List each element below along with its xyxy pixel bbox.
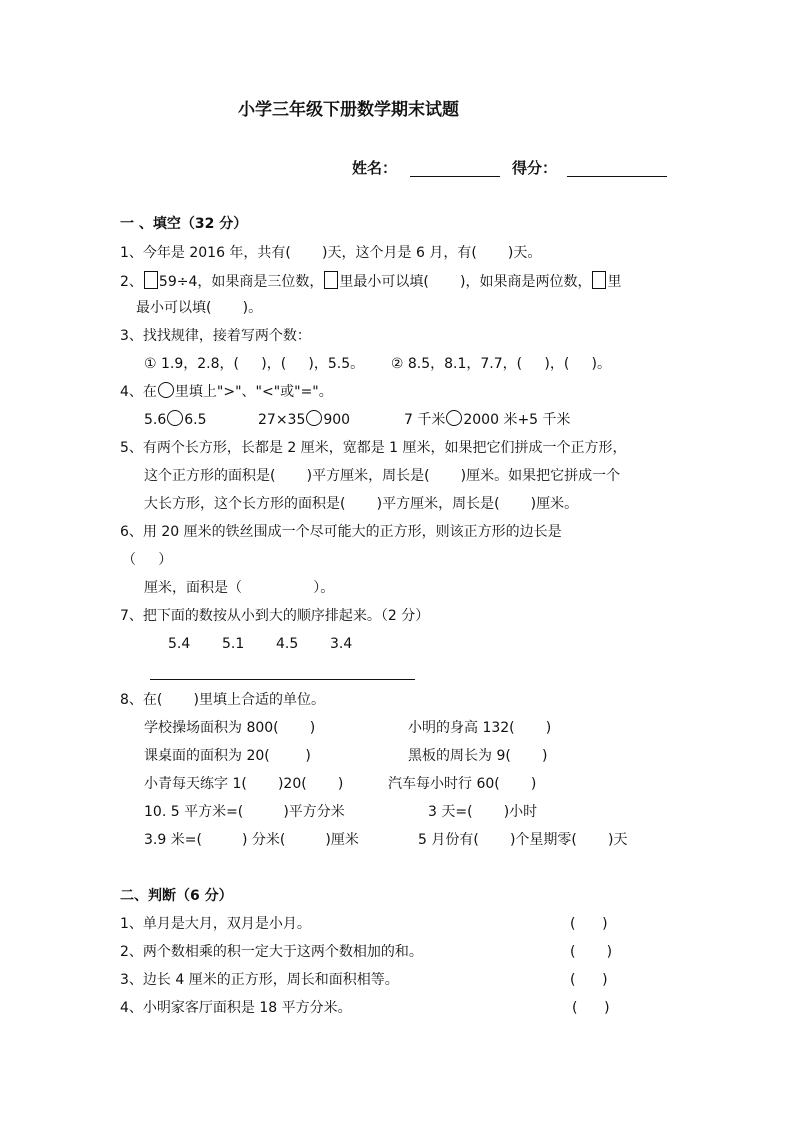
question-5-line1: 5、有两个长方形，长都是 2 厘米，宽都是 1 厘米，如果把它们拼成一个正方形，	[120, 440, 627, 456]
name-label: 姓名：	[352, 159, 398, 177]
judge-bracket[interactable]: ( )	[570, 944, 613, 960]
section2-heading: 二、判断（6 分）	[120, 888, 233, 904]
judge-bracket[interactable]: ( )	[572, 1000, 610, 1016]
q2-part1: 59÷4，如果商是三位数，	[158, 274, 324, 290]
q8-row-left: 小青每天练字 1( )20( )	[144, 776, 344, 792]
question-4	[120, 382, 333, 402]
blank-box[interactable]	[324, 271, 338, 289]
q7-number: 3.4	[330, 636, 353, 652]
q8-row-left: 课桌面的面积为 20( )	[144, 748, 311, 764]
judge-item: 3、边长 4 厘米的正方形，周长和面积相等。	[120, 972, 399, 988]
question-5-line3: 大长方形，这个长方形的面积是( )平方厘米，周长是( )厘米。	[144, 496, 579, 512]
circle-blank[interactable]	[167, 410, 183, 426]
question-2	[120, 271, 621, 292]
circle-blank[interactable]	[158, 382, 174, 398]
q4-item-3	[404, 410, 571, 430]
name-blank[interactable]	[410, 176, 500, 177]
q2-part3: 里	[607, 274, 622, 290]
q4-item-1	[144, 410, 207, 430]
question-3: 3、找找规律，接着写两个数：	[120, 328, 311, 344]
q8-row-left: 10. 5 平方米=( )平方分米	[144, 804, 345, 820]
q8-row-right: 5 月份有( )个星期零( )天	[418, 832, 628, 848]
blank-box[interactable]	[592, 271, 606, 289]
question-7: 7、把下面的数按从小到大的顺序排起来。（2 分）	[120, 608, 430, 624]
score-blank[interactable]	[567, 176, 667, 177]
question-6-line2: （ ）	[122, 552, 173, 568]
q8-row-right: 黑板的周长为 9( )	[408, 748, 548, 764]
page-title: 小学三年级下册数学期末试题	[238, 100, 459, 120]
q4-item-left: 7 千米	[404, 412, 446, 428]
q4-item-right: 6.5	[184, 412, 207, 428]
q7-number: 5.4	[168, 636, 191, 652]
q7-number: 5.1	[222, 636, 245, 652]
q4-item-left: 5.6	[144, 412, 167, 428]
judge-item: 2、两个数相乘的积一定大于这两个数相加的和。	[120, 944, 423, 960]
score-label: 得分：	[512, 159, 558, 177]
q4-item-right: 2000 米+5 千米	[463, 412, 571, 428]
q4-item-right: 900	[323, 412, 351, 428]
question-5-line2: 这个正方形的面积是( )平方厘米，周长是( )厘米。如果把它拼成一个	[144, 468, 621, 484]
q2-prefix: 2、	[120, 274, 143, 290]
question-6-line1: 6、用 20 厘米的铁丝围成一个尽可能大的正方形，则该正方形的边长是	[120, 524, 562, 540]
question-3-sequences: ① 1.9，2.8，( )，( )，5.5。 ② 8.5，8.1，7.7，( )，( )。	[144, 356, 611, 372]
q4-item-2	[258, 410, 350, 430]
q8-row-left: 学校操场面积为 800( )	[144, 720, 316, 736]
judge-bracket[interactable]: ( )	[570, 916, 608, 932]
q4-suffix: 里填上">"、"<"或"="。	[174, 384, 333, 400]
q8-row-left: 3.9 米=( ) 分米( )厘米	[144, 832, 359, 848]
q7-number: 4.5	[276, 636, 299, 652]
circle-blank[interactable]	[306, 410, 322, 426]
q8-row-right: 汽车每小时行 60( )	[388, 776, 537, 792]
judge-item: 4、小明家客厅面积是 18 平方分米。	[120, 1000, 352, 1016]
section1-heading: 一 、填空（32 分）	[120, 216, 248, 232]
q2-part2: 里最小可以填( )，如果商是两位数，	[339, 274, 592, 290]
question-8: 8、在( )里填上合适的单位。	[120, 692, 325, 708]
q4-prefix: 4、在	[120, 384, 157, 400]
q8-row-right: 小明的身高 132( )	[408, 720, 552, 736]
q8-row-right: 3 天=( )小时	[428, 804, 538, 820]
q4-item-left: 27×35	[258, 412, 306, 428]
circle-blank[interactable]	[446, 410, 462, 426]
question-2-line2: 最小可以填( )。	[136, 300, 263, 316]
judge-bracket[interactable]: ( )	[570, 972, 608, 988]
q7-answer-line[interactable]	[150, 679, 415, 680]
question-1: 1、今年是 2016 年，共有( )天，这个月是 6 月，有( )天。	[120, 245, 542, 261]
blank-box[interactable]	[144, 271, 158, 289]
judge-item: 1、单月是大月，双月是小月。	[120, 916, 311, 932]
question-6-line3: 厘米，面积是（ ）。	[144, 580, 335, 596]
